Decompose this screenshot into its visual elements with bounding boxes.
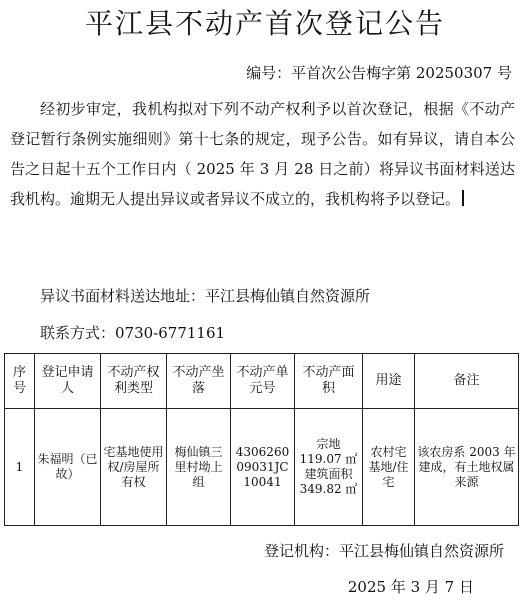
header-right-type: 不动产权利类型 — [101, 354, 167, 409]
cell-right-type: 宅基地使用权/房屋所有权 — [101, 409, 167, 526]
header-unit-number: 不动产单元号 — [231, 354, 295, 409]
notice-body — [10, 94, 515, 214]
cell-unit-number: 430626009031JC10041 — [231, 409, 295, 526]
registration-table — [4, 353, 519, 526]
cell-usage: 农村宅基地/住宅 — [363, 409, 415, 526]
table-row — [5, 409, 519, 526]
notice-paragraph — [10, 94, 515, 214]
cell-location: 梅仙镇三里村坳上组 — [167, 409, 231, 526]
cell-index: 1 — [5, 409, 35, 526]
registration-authority: 登记机构：平江县梅仙镇自然资源所 — [263, 542, 504, 560]
text-cursor — [462, 190, 464, 206]
header-area: 不动产面积 — [295, 354, 363, 409]
notice-paragraph-text: 经初步审定，我机构拟对下列不动产权利予以首次登记，根据《不动产登记暂行条例实施细则》第十七条的规定，现予公告。如有异议，请自本公告之日起十五个工作日内（ 2025 年 3 月 28 日之前）将异议书面材料送达我机构。逾期无人提出异议或者异议不成立的，我机构将予以登记。 — [10, 100, 515, 208]
cell-area-building: 建筑面积 349.82 ㎡ — [299, 467, 358, 496]
header-usage: 用途 — [363, 354, 415, 409]
document-number: 编号：平首次公告梅字第 20250307 号 — [246, 64, 512, 82]
header-index: 序号 — [5, 354, 35, 409]
table-header-row — [5, 354, 519, 409]
header-applicant: 登记申请人 — [35, 354, 101, 409]
cell-applicant: 朱福明（已故） — [35, 409, 101, 526]
notice-title: 平江县不动产首次登记公告 — [84, 7, 445, 40]
header-remark: 备注 — [415, 354, 519, 409]
cell-remark: 该农房系 2003 年建成，有土地权属来源 — [415, 409, 519, 526]
cell-area — [295, 409, 363, 526]
notice-date: 2025 年 3 月 7 日 — [347, 578, 474, 596]
header-location: 不动产坐落 — [167, 354, 231, 409]
cell-area-land: 宗地 119.07 ㎡ — [299, 437, 358, 466]
contact-info: 联系方式：0730-6771161 — [40, 324, 226, 342]
objection-address: 异议书面材料送达地址：平江县梅仙镇自然资源所 — [40, 287, 371, 305]
